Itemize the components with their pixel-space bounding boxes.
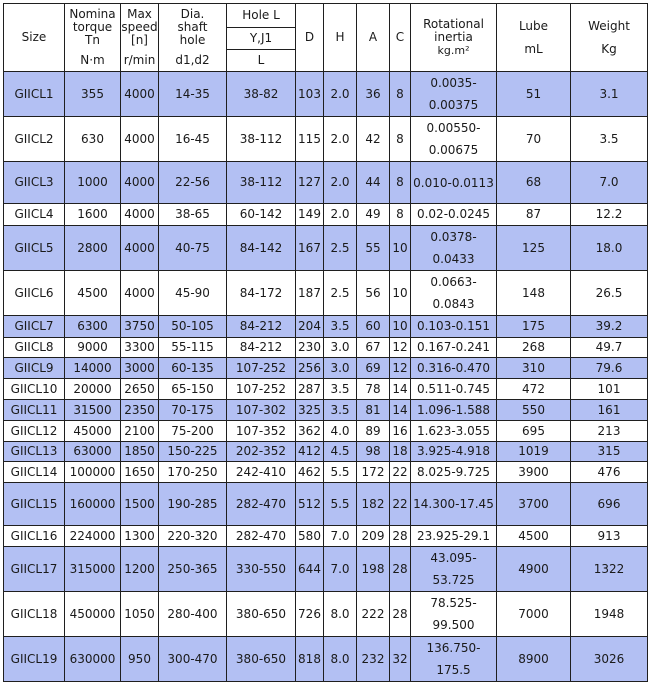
cell-torque: 2800 <box>65 226 121 271</box>
cell-speed: 4000 <box>121 204 159 226</box>
cell-inertia: 0.167-0.241 <box>411 338 497 358</box>
cell-weight: 1322 <box>571 547 648 592</box>
header-nominal-torque <box>65 4 121 72</box>
cell-torque: 100000 <box>65 462 121 483</box>
cell-c: 12 <box>390 338 411 358</box>
cell-d: 818 <box>296 637 324 682</box>
cell-d: 287 <box>296 379 324 400</box>
cell-size: GIICL7 <box>4 316 65 338</box>
cell-h: 5.5 <box>324 462 357 483</box>
cell-a: 81 <box>357 400 390 421</box>
cell-speed: 1500 <box>121 483 159 526</box>
cell-c: 8 <box>390 204 411 226</box>
cell-size: GIICL17 <box>4 547 65 592</box>
spec-table-body <box>4 72 648 682</box>
cell-dia: 150-225 <box>159 442 227 462</box>
cell-weight: 26.5 <box>571 271 648 316</box>
cell-inertia: 3.925-4.918 <box>411 442 497 462</box>
header-max-speed <box>121 4 159 72</box>
cell-lube: 4500 <box>497 526 571 547</box>
cell-h: 2.5 <box>324 226 357 271</box>
cell-size: GIICL10 <box>4 379 65 400</box>
cell-d: 103 <box>296 72 324 117</box>
cell-size: GIICL3 <box>4 162 65 204</box>
cell-h: 4.5 <box>324 442 357 462</box>
cell-c: 28 <box>390 547 411 592</box>
table-row <box>4 400 648 421</box>
cell-c: 28 <box>390 592 411 637</box>
cell-h: 2.0 <box>324 72 357 117</box>
cell-size: GIICL9 <box>4 358 65 379</box>
cell-dia: 250-365 <box>159 547 227 592</box>
cell-hole: 84-172 <box>227 271 296 316</box>
cell-c: 14 <box>390 400 411 421</box>
cell-inertia: 43.095-53.725 <box>411 547 497 592</box>
header-lube-line1: Lube <box>518 18 549 33</box>
cell-c: 10 <box>390 226 411 271</box>
cell-hole: 84-212 <box>227 338 296 358</box>
cell-speed: 1300 <box>121 526 159 547</box>
header-nominal-torque-line1: Nomina <box>69 7 116 21</box>
header-weight-line1: Weight <box>588 18 630 33</box>
cell-d: 149 <box>296 204 324 226</box>
cell-a: 69 <box>357 358 390 379</box>
header-weight <box>571 4 648 72</box>
cell-h: 8.0 <box>324 592 357 637</box>
cell-speed: 3750 <box>121 316 159 338</box>
cell-size: GIICL13 <box>4 442 65 462</box>
table-row <box>4 379 648 400</box>
cell-dia: 300-470 <box>159 637 227 682</box>
cell-lube: 68 <box>497 162 571 204</box>
cell-lube: 550 <box>497 400 571 421</box>
cell-inertia: 0.010-0.0113 <box>411 162 497 204</box>
cell-lube: 4900 <box>497 547 571 592</box>
cell-h: 3.5 <box>324 316 357 338</box>
cell-dia: 75-200 <box>159 421 227 442</box>
cell-dia: 50-105 <box>159 316 227 338</box>
cell-c: 12 <box>390 358 411 379</box>
cell-dia: 22-56 <box>159 162 227 204</box>
cell-size: GIICL6 <box>4 271 65 316</box>
cell-a: 182 <box>357 483 390 526</box>
cell-d: 204 <box>296 316 324 338</box>
cell-dia: 65-150 <box>159 379 227 400</box>
cell-weight: 3026 <box>571 637 648 682</box>
cell-d: 325 <box>296 400 324 421</box>
cell-c: 22 <box>390 483 411 526</box>
cell-a: 49 <box>357 204 390 226</box>
cell-h: 3.0 <box>324 358 357 379</box>
table-row <box>4 421 648 442</box>
cell-hole: 282-470 <box>227 483 296 526</box>
header-weight-unit: Kg <box>601 41 617 56</box>
cell-lube: 8900 <box>497 637 571 682</box>
cell-size: GIICL14 <box>4 462 65 483</box>
cell-speed: 4000 <box>121 226 159 271</box>
cell-inertia: 78.525-99.500 <box>411 592 497 637</box>
cell-hole: 84-212 <box>227 316 296 338</box>
cell-a: 98 <box>357 442 390 462</box>
cell-torque: 450000 <box>65 592 121 637</box>
cell-a: 42 <box>357 117 390 162</box>
cell-torque: 630000 <box>65 637 121 682</box>
cell-weight: 39.2 <box>571 316 648 338</box>
table-row <box>4 442 648 462</box>
cell-h: 5.5 <box>324 483 357 526</box>
cell-c: 18 <box>390 442 411 462</box>
header-hole-l-type: Y,J1 <box>227 28 296 50</box>
cell-c: 8 <box>390 72 411 117</box>
cell-lube: 148 <box>497 271 571 316</box>
cell-size: GIICL8 <box>4 338 65 358</box>
cell-inertia: 0.103-0.151 <box>411 316 497 338</box>
header-rotational-inertia <box>411 4 497 72</box>
cell-dia: 220-320 <box>159 526 227 547</box>
header-nominal-torque-line2: torque <box>72 20 113 34</box>
table-row <box>4 162 648 204</box>
table-row <box>4 204 648 226</box>
cell-lube: 472 <box>497 379 571 400</box>
cell-hole: 38-82 <box>227 72 296 117</box>
cell-dia: 170-250 <box>159 462 227 483</box>
cell-speed: 4000 <box>121 271 159 316</box>
cell-size: GIICL4 <box>4 204 65 226</box>
cell-c: 28 <box>390 526 411 547</box>
cell-a: 198 <box>357 547 390 592</box>
cell-hole: 380-650 <box>227 637 296 682</box>
cell-h: 3.5 <box>324 379 357 400</box>
header-hole-l: Hole L <box>227 4 296 28</box>
cell-lube: 1019 <box>497 442 571 462</box>
cell-a: 44 <box>357 162 390 204</box>
header-lube-unit: mL <box>524 41 543 56</box>
cell-d: 230 <box>296 338 324 358</box>
cell-torque: 355 <box>65 72 121 117</box>
cell-lube: 125 <box>497 226 571 271</box>
cell-c: 14 <box>390 379 411 400</box>
table-row <box>4 358 648 379</box>
cell-a: 67 <box>357 338 390 358</box>
cell-lube: 268 <box>497 338 571 358</box>
cell-dia: 60-135 <box>159 358 227 379</box>
cell-weight: 913 <box>571 526 648 547</box>
cell-torque: 1600 <box>65 204 121 226</box>
cell-hole: 107-252 <box>227 358 296 379</box>
cell-c: 10 <box>390 316 411 338</box>
cell-inertia: 0.0663-0.0843 <box>411 271 497 316</box>
cell-weight: 1948 <box>571 592 648 637</box>
cell-h: 8.0 <box>324 637 357 682</box>
cell-weight: 476 <box>571 462 648 483</box>
header-max-speed-line1: Max <box>127 7 152 21</box>
cell-d: 362 <box>296 421 324 442</box>
cell-c: 8 <box>390 162 411 204</box>
table-row <box>4 547 648 592</box>
cell-h: 3.0 <box>324 338 357 358</box>
cell-size: GIICL5 <box>4 226 65 271</box>
cell-h: 4.0 <box>324 421 357 442</box>
cell-torque: 45000 <box>65 421 121 442</box>
cell-hole: 107-352 <box>227 421 296 442</box>
header-h: H <box>324 4 357 72</box>
cell-dia: 190-285 <box>159 483 227 526</box>
cell-inertia: 0.0378-0.0433 <box>411 226 497 271</box>
cell-weight: 213 <box>571 421 648 442</box>
cell-h: 2.0 <box>324 117 357 162</box>
cell-d: 115 <box>296 117 324 162</box>
cell-weight: 3.1 <box>571 72 648 117</box>
coupling-spec-table <box>3 3 648 682</box>
cell-torque: 31500 <box>65 400 121 421</box>
cell-c: 32 <box>390 637 411 682</box>
cell-size: GIICL1 <box>4 72 65 117</box>
header-dia-line1: Dia. <box>180 7 205 21</box>
cell-hole: 84-142 <box>227 226 296 271</box>
cell-a: 60 <box>357 316 390 338</box>
cell-size: GIICL12 <box>4 421 65 442</box>
cell-dia: 55-115 <box>159 338 227 358</box>
cell-torque: 224000 <box>65 526 121 547</box>
cell-inertia: 1.623-3.055 <box>411 421 497 442</box>
cell-d: 726 <box>296 592 324 637</box>
table-row <box>4 271 648 316</box>
header-d: D <box>296 4 324 72</box>
header-dia-line3: hole <box>179 33 206 47</box>
cell-inertia: 0.02-0.0245 <box>411 204 497 226</box>
cell-torque: 160000 <box>65 483 121 526</box>
cell-speed: 2100 <box>121 421 159 442</box>
header-inertia-line1: Rotational <box>423 17 484 31</box>
cell-h: 7.0 <box>324 547 357 592</box>
cell-lube: 51 <box>497 72 571 117</box>
cell-weight: 101 <box>571 379 648 400</box>
cell-weight: 7.0 <box>571 162 648 204</box>
cell-size: GIICL16 <box>4 526 65 547</box>
cell-dia: 14-35 <box>159 72 227 117</box>
cell-weight: 3.5 <box>571 117 648 162</box>
cell-lube: 310 <box>497 358 571 379</box>
header-inertia-line2: inertia <box>434 30 473 44</box>
cell-d: 512 <box>296 483 324 526</box>
cell-c: 10 <box>390 271 411 316</box>
cell-torque: 14000 <box>65 358 121 379</box>
cell-inertia: 23.925-29.1 <box>411 526 497 547</box>
cell-lube: 87 <box>497 204 571 226</box>
cell-a: 232 <box>357 637 390 682</box>
table-row <box>4 526 648 547</box>
cell-weight: 18.0 <box>571 226 648 271</box>
cell-weight: 696 <box>571 483 648 526</box>
cell-inertia: 0.00550-0.00675 <box>411 117 497 162</box>
cell-h: 2.0 <box>324 162 357 204</box>
cell-a: 209 <box>357 526 390 547</box>
table-row <box>4 117 648 162</box>
table-row <box>4 637 648 682</box>
cell-speed: 2350 <box>121 400 159 421</box>
cell-speed: 1850 <box>121 442 159 462</box>
cell-inertia: 14.300-17.45 <box>411 483 497 526</box>
cell-speed: 4000 <box>121 162 159 204</box>
cell-hole: 380-650 <box>227 592 296 637</box>
cell-d: 256 <box>296 358 324 379</box>
table-row <box>4 592 648 637</box>
cell-size: GIICL15 <box>4 483 65 526</box>
cell-d: 127 <box>296 162 324 204</box>
cell-size: GIICL11 <box>4 400 65 421</box>
cell-inertia: 0.0035-0.00375 <box>411 72 497 117</box>
cell-lube: 695 <box>497 421 571 442</box>
cell-hole: 242-410 <box>227 462 296 483</box>
cell-hole: 330-550 <box>227 547 296 592</box>
cell-weight: 79.6 <box>571 358 648 379</box>
cell-d: 644 <box>296 547 324 592</box>
cell-speed: 1650 <box>121 462 159 483</box>
cell-h: 2.5 <box>324 271 357 316</box>
cell-a: 172 <box>357 462 390 483</box>
cell-d: 187 <box>296 271 324 316</box>
table-row <box>4 72 648 117</box>
header-max-speed-line2: speed <box>121 20 158 34</box>
cell-a: 36 <box>357 72 390 117</box>
cell-d: 580 <box>296 526 324 547</box>
cell-hole: 60-142 <box>227 204 296 226</box>
cell-weight: 315 <box>571 442 648 462</box>
cell-hole: 282-470 <box>227 526 296 547</box>
cell-speed: 950 <box>121 637 159 682</box>
header-a: A <box>357 4 390 72</box>
cell-dia: 70-175 <box>159 400 227 421</box>
header-c: C <box>390 4 411 72</box>
cell-size: GIICL19 <box>4 637 65 682</box>
cell-speed: 2650 <box>121 379 159 400</box>
cell-speed: 3000 <box>121 358 159 379</box>
cell-speed: 4000 <box>121 72 159 117</box>
cell-lube: 175 <box>497 316 571 338</box>
table-row <box>4 226 648 271</box>
cell-torque: 63000 <box>65 442 121 462</box>
header-nominal-torque-unit: N·m <box>80 53 105 67</box>
cell-hole: 38-112 <box>227 117 296 162</box>
cell-dia: 38-65 <box>159 204 227 226</box>
cell-torque: 4500 <box>65 271 121 316</box>
cell-torque: 315000 <box>65 547 121 592</box>
cell-d: 462 <box>296 462 324 483</box>
cell-weight: 12.2 <box>571 204 648 226</box>
cell-h: 3.5 <box>324 400 357 421</box>
cell-torque: 20000 <box>65 379 121 400</box>
cell-inertia: 0.511-0.745 <box>411 379 497 400</box>
cell-size: GIICL2 <box>4 117 65 162</box>
cell-dia: 16-45 <box>159 117 227 162</box>
cell-inertia: 8.025-9.725 <box>411 462 497 483</box>
cell-hole: 107-302 <box>227 400 296 421</box>
cell-speed: 3300 <box>121 338 159 358</box>
cell-torque: 630 <box>65 117 121 162</box>
table-row <box>4 483 648 526</box>
header-hole-l-unit: L <box>227 50 296 72</box>
cell-inertia: 0.316-0.470 <box>411 358 497 379</box>
cell-inertia: 1.096-1.588 <box>411 400 497 421</box>
cell-hole: 107-252 <box>227 379 296 400</box>
cell-weight: 161 <box>571 400 648 421</box>
cell-a: 78 <box>357 379 390 400</box>
cell-a: 89 <box>357 421 390 442</box>
table-row <box>4 338 648 358</box>
header-inertia-unit: kg.m² <box>437 44 470 57</box>
cell-h: 7.0 <box>324 526 357 547</box>
cell-lube: 3900 <box>497 462 571 483</box>
header-nominal-torque-line3: Tn <box>85 33 100 47</box>
cell-lube: 70 <box>497 117 571 162</box>
cell-inertia: 136.750-175.5 <box>411 637 497 682</box>
cell-d: 412 <box>296 442 324 462</box>
cell-d: 167 <box>296 226 324 271</box>
cell-a: 56 <box>357 271 390 316</box>
cell-speed: 1050 <box>121 592 159 637</box>
cell-c: 8 <box>390 117 411 162</box>
cell-weight: 49.7 <box>571 338 648 358</box>
cell-dia: 40-75 <box>159 226 227 271</box>
table-row <box>4 316 648 338</box>
header-lube <box>497 4 571 72</box>
cell-a: 222 <box>357 592 390 637</box>
cell-torque: 6300 <box>65 316 121 338</box>
cell-c: 16 <box>390 421 411 442</box>
cell-dia: 280-400 <box>159 592 227 637</box>
header-max-speed-line3: [n] <box>131 33 148 47</box>
cell-torque: 9000 <box>65 338 121 358</box>
cell-dia: 45-90 <box>159 271 227 316</box>
cell-size: GIICL18 <box>4 592 65 637</box>
header-size: Size <box>4 4 65 72</box>
header-dia-line2: shaft <box>177 20 208 34</box>
cell-speed: 4000 <box>121 117 159 162</box>
table-row <box>4 462 648 483</box>
cell-torque: 1000 <box>65 162 121 204</box>
cell-hole: 202-352 <box>227 442 296 462</box>
cell-a: 55 <box>357 226 390 271</box>
header-max-speed-unit: r/min <box>123 53 156 67</box>
cell-lube: 7000 <box>497 592 571 637</box>
cell-c: 22 <box>390 462 411 483</box>
cell-h: 2.0 <box>324 204 357 226</box>
header-dia-shaft-hole <box>159 4 227 72</box>
cell-lube: 3700 <box>497 483 571 526</box>
header-dia-unit: d1,d2 <box>175 53 210 67</box>
cell-speed: 1200 <box>121 547 159 592</box>
cell-hole: 38-112 <box>227 162 296 204</box>
